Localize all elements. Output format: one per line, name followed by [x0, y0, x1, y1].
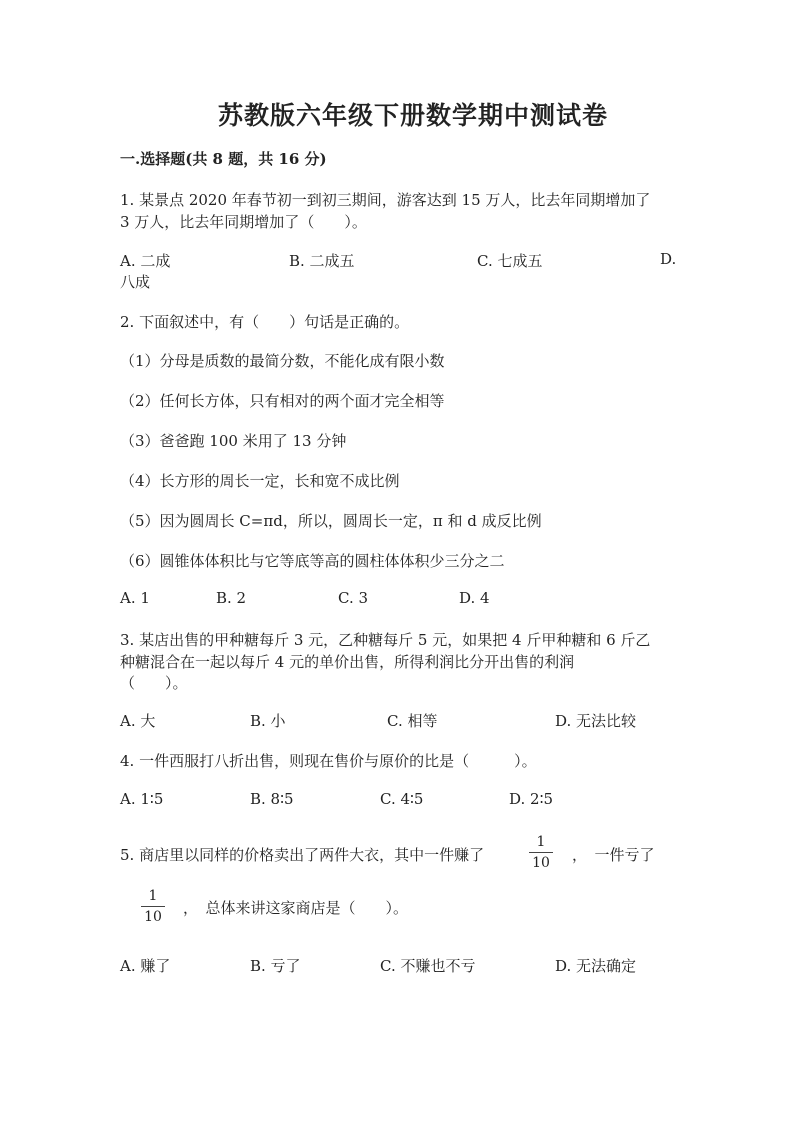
statement-5: （5）因为圆周长 C=πd，所以，圆周长一定，π 和 d 成反比例: [120, 512, 542, 530]
option-a[interactable]: A. 1: [120, 589, 150, 607]
question-text: 4. 一件西服打八折出售，则现在售价与原价的比是（ ）。: [120, 752, 537, 770]
fraction-numerator: 1: [148, 888, 158, 904]
statement-4: （4）长方形的周长一定，长和宽不成比例: [120, 472, 400, 490]
option-a[interactable]: A. 赚了: [120, 957, 171, 975]
option-d-text: 八成: [120, 273, 151, 291]
option-c[interactable]: C. 相等: [387, 712, 438, 730]
option-d[interactable]: D. 2∶5: [509, 790, 554, 808]
option-b[interactable]: B. 小: [250, 712, 286, 730]
option-a[interactable]: A. 大: [120, 712, 156, 730]
question-text: 2. 下面叙述中，有（ ）句话是正确的。: [120, 313, 410, 331]
option-a[interactable]: A. 1∶5: [120, 790, 164, 808]
fraction-one-tenth: [529, 833, 553, 872]
option-a[interactable]: A. 二成: [120, 252, 171, 270]
option-c[interactable]: C. 3: [338, 589, 369, 607]
question-text: 3. 某店出售的甲种糖每斤 3 元，乙种糖每斤 5 元，如果把 4 斤甲种糖和 6 斤乙: [120, 631, 651, 649]
question-text: 种糖混合在一起以每斤 4 元的单价出售，所得利润比分开出售的利润: [120, 653, 575, 671]
statement-6: （6）圆锥体体积比与它等底等高的圆柱体体积少三分之二: [120, 552, 505, 570]
option-b[interactable]: B. 亏了: [250, 957, 301, 975]
option-d[interactable]: D. 无法比较: [555, 712, 637, 730]
option-d[interactable]: D. 无法确定: [555, 957, 637, 975]
fraction-denominator: 10: [144, 909, 162, 925]
option-c[interactable]: C. 4∶5: [380, 790, 424, 808]
fraction-one-tenth: [141, 887, 165, 926]
option-b[interactable]: B. 二成五: [289, 252, 355, 270]
question-text: ， 总体来讲这家商店是（ ）。: [183, 899, 409, 917]
section-heading: 一.选择题(共 8 题，共 16 分): [120, 150, 327, 168]
fraction-numerator: 1: [536, 834, 546, 850]
statement-2: （2）任何长方体，只有相对的两个面才完全相等: [120, 392, 445, 410]
statement-1: （1）分母是质数的最简分数，不能化成有限小数: [120, 352, 445, 370]
fraction-bar: [529, 852, 553, 853]
fraction-bar: [141, 906, 165, 907]
page-title: 苏教版六年级下册数学期中测试卷: [218, 101, 609, 130]
question-text: 1. 某景点 2020 年春节初一到初三期间，游客达到 15 万人，比去年同期增加了: [120, 191, 651, 209]
option-b[interactable]: B. 8∶5: [250, 790, 294, 808]
question-text: 3 万人，比去年同期增加了（ ）。: [120, 213, 367, 231]
option-b[interactable]: B. 2: [216, 589, 247, 607]
statement-3: （3）爸爸跑 100 米用了 13 分钟: [120, 432, 347, 450]
option-c[interactable]: C. 七成五: [477, 252, 543, 270]
option-d[interactable]: D.: [660, 250, 677, 268]
question-text: 5. 商店里以同样的价格卖出了两件大衣，其中一件赚了: [120, 846, 485, 864]
question-text: ， 一件亏了: [572, 846, 655, 864]
option-c[interactable]: C. 不赚也不亏: [380, 957, 476, 975]
question-text: （ ）。: [120, 674, 188, 692]
option-d[interactable]: D. 4: [459, 589, 490, 607]
fraction-denominator: 10: [532, 855, 550, 871]
